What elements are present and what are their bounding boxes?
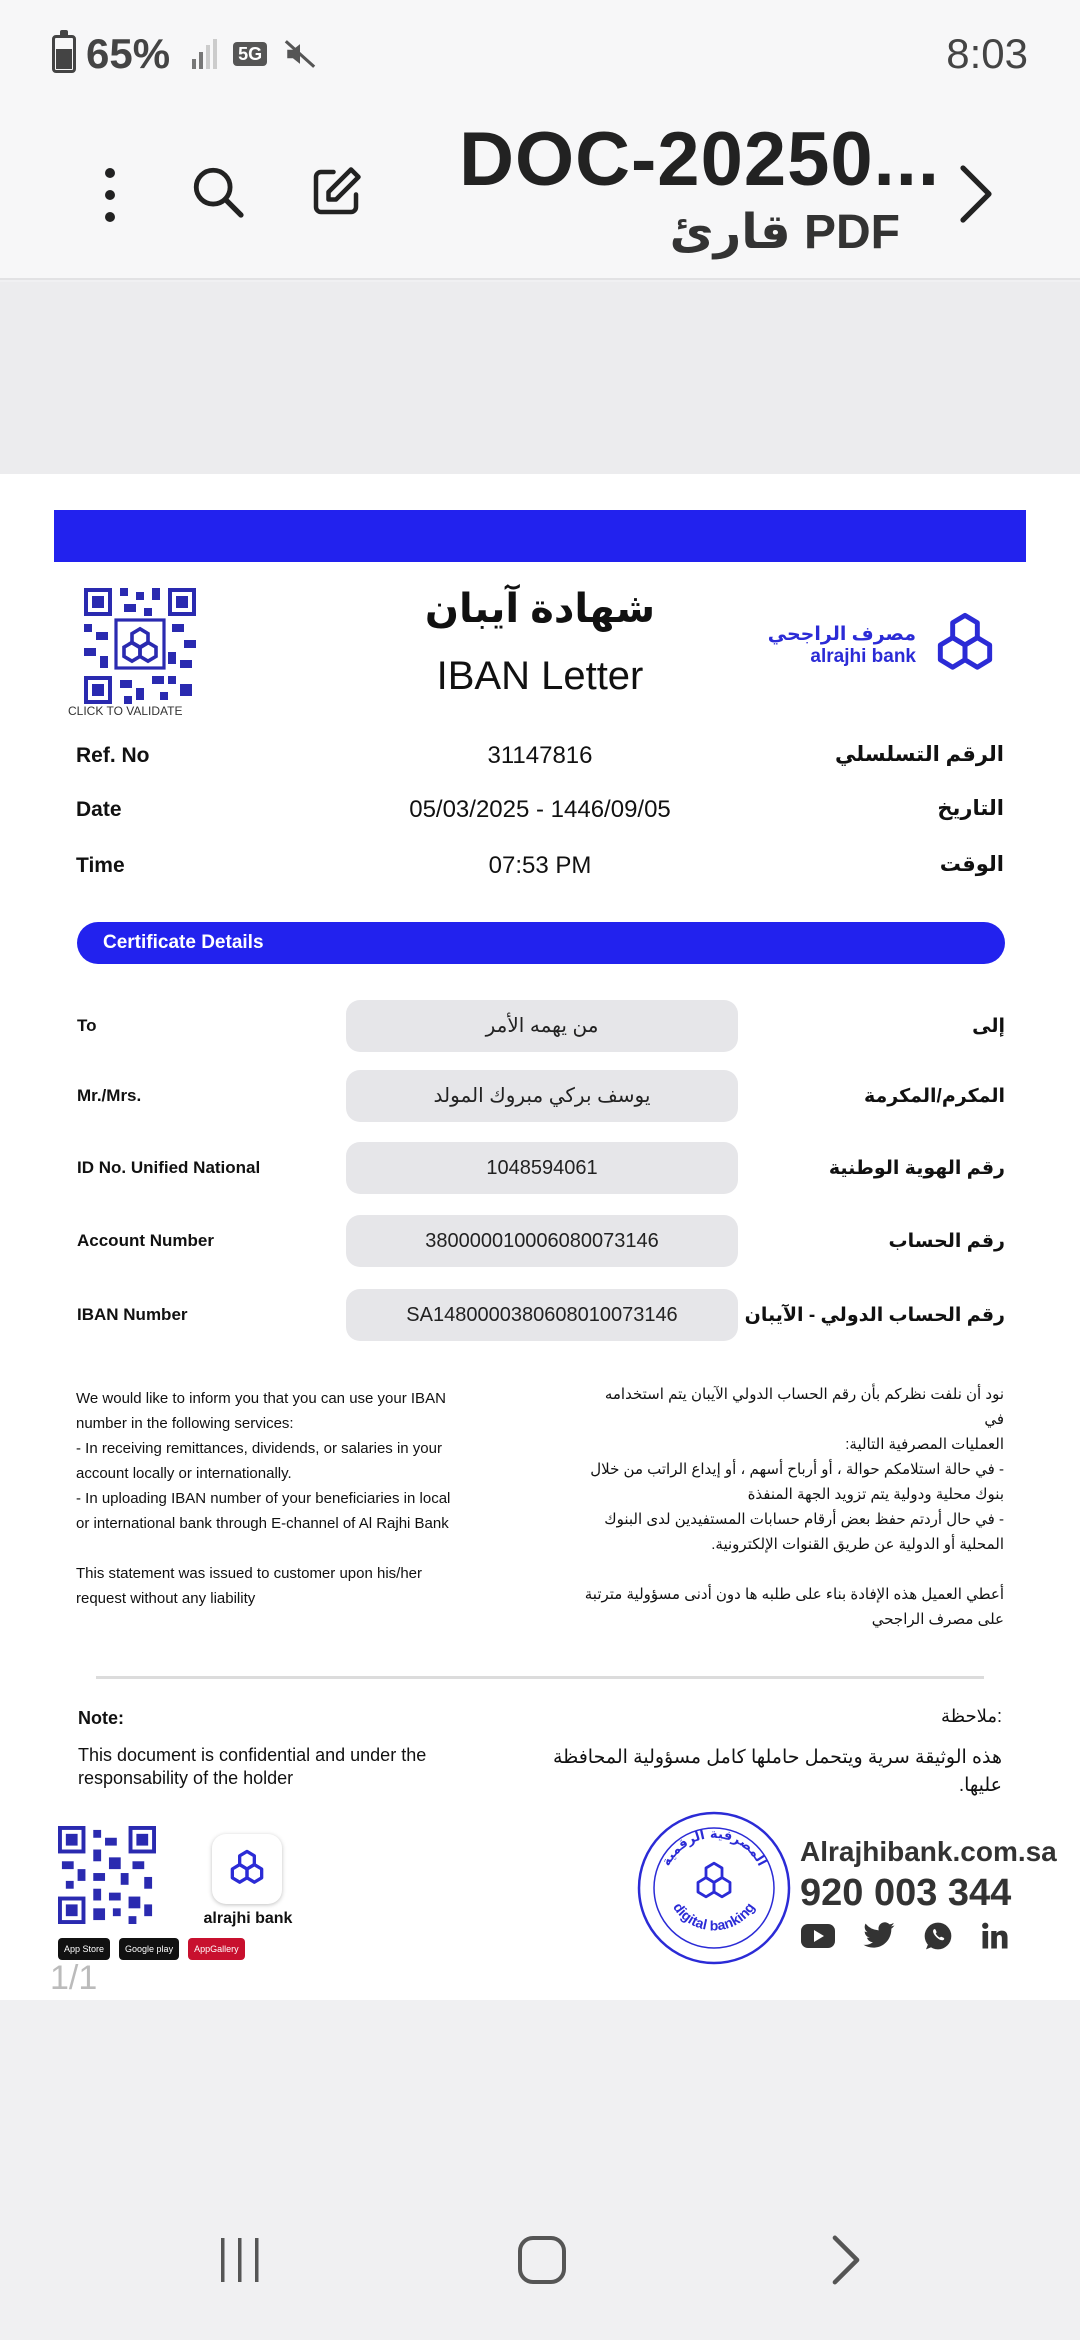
chevron-right-icon (955, 162, 995, 226)
info-line: بنوك محلية ودولية يتم تزويد الجهة المنفذة (747, 1486, 1004, 1503)
seal-text-ar: المصرفية الرقمية (658, 1826, 770, 1869)
network-5g-icon: 5G (233, 42, 267, 66)
field-value: يوسف بركي مبروك المولد (346, 1070, 738, 1122)
field-row-to (77, 1000, 1005, 1052)
battery-percent: 65% (86, 30, 171, 77)
note-text-ar: هذه الوثيقة سرية ويتحمل حاملها كامل مسؤولية المحافظة عليها. (552, 1747, 1002, 1796)
divider (96, 1676, 984, 1679)
info-line: number in the following services: (76, 1415, 294, 1432)
footer-bank-logo (212, 1834, 282, 1904)
linkedin-icon[interactable] (980, 1921, 1010, 1951)
field-label-ar: المكرم/المكرمة (864, 1086, 1005, 1107)
field-row-iban (77, 1289, 1005, 1341)
info-line: request without any liability (76, 1590, 256, 1607)
info-line: account locally or internationally. (76, 1465, 292, 1482)
field-label-en: Account Number (77, 1231, 214, 1250)
app-subtitle: قارئ PDF (669, 206, 900, 259)
social-links (800, 1920, 1010, 1952)
back-button[interactable] (806, 2220, 886, 2300)
info-line: or international bank through E-channel of Al Rajhi Bank (76, 1515, 449, 1532)
twitter-icon[interactable] (862, 1921, 896, 1951)
info-line: العمليات المصرفية التالية: (845, 1436, 1004, 1453)
more-vert-icon (103, 165, 117, 225)
digital-banking-seal (636, 1810, 792, 1966)
field-row-name (77, 1070, 1005, 1122)
qr-caption: CLICK TO VALIDATE (68, 704, 183, 718)
field-row-national-id (77, 1142, 1005, 1194)
edit-button[interactable] (304, 154, 368, 230)
recent-apps-button[interactable] (200, 2220, 280, 2300)
document-title: DOC-20250... (459, 117, 940, 202)
field-label-ar: رقم الحساب (888, 1231, 1005, 1252)
info-line: المحلية أو الدولية عن طريق القنوات الإلكترونية. (711, 1536, 1004, 1553)
alrajhi-logo-icon (225, 1848, 269, 1890)
info-line: We would like to inform you that you can use your IBAN (76, 1390, 446, 1407)
note-label-en: Note: (78, 1708, 124, 1728)
search-button[interactable] (186, 154, 250, 230)
note-text-en: This document is confidential and under the responsability of the holder (78, 1745, 427, 1788)
alrajhi-logo-icon (928, 610, 1002, 680)
meta-label-en: Time (76, 854, 125, 877)
title-english: IBAN Letter (436, 654, 644, 698)
app-bar (0, 110, 1080, 280)
info-line: - في حال أردتم حفظ بعض أرقام حسابات المستفيدين لدى البنوك (604, 1511, 1004, 1528)
more-options-button[interactable] (88, 160, 132, 230)
info-line: على مصرف الراجحي (871, 1611, 1004, 1628)
meta-row-time (76, 848, 1004, 888)
field-row-account-number (77, 1215, 1005, 1267)
app-gallery-badge[interactable]: AppGallery (188, 1938, 245, 1960)
meta-label-ar: التاريخ (937, 797, 1004, 820)
store-badges (58, 1938, 245, 1960)
meta-value: 31147816 (487, 742, 593, 769)
page-indicator: 1/1 (50, 1959, 98, 1997)
footer-qr-code (58, 1826, 156, 1924)
title-arabic: شهادة آيبان (424, 587, 656, 631)
field-label-en: IBAN Number (77, 1305, 188, 1324)
info-line: - في حالة استلامكم حوالة ، أو أرباح أسهم ، أو إيداع الراتب من خلال (590, 1461, 1004, 1478)
whatsapp-icon[interactable] (922, 1920, 954, 1952)
viewer-background (0, 282, 1080, 474)
info-line: - In uploading IBAN number of your beneficiaries in local (76, 1490, 451, 1507)
field-label-ar: رقم الهوية الوطنية (828, 1158, 1005, 1179)
field-label-en: Mr./Mrs. (77, 1086, 142, 1105)
chevron-right-icon (830, 2233, 862, 2287)
meta-row-date (76, 792, 1004, 832)
field-value: من يهمه الأمر (346, 1000, 738, 1052)
field-label-en: ID No. Unified National (77, 1158, 261, 1177)
website-link[interactable]: Alrajhibank.com.sa (800, 1836, 1057, 1867)
field-label-ar: إلى (972, 1016, 1005, 1037)
signal-icon (192, 39, 217, 69)
status-left (52, 30, 317, 78)
seal-text-en: digital banking (670, 1899, 758, 1934)
field-label-en: To (77, 1016, 97, 1035)
info-paragraph-en (76, 1386, 476, 1611)
meta-label-en: Date (76, 798, 122, 821)
youtube-icon[interactable] (800, 1922, 836, 1950)
note-label-ar: ملاحظة: (941, 1706, 1002, 1726)
home-icon (516, 2234, 568, 2286)
app-store-badge[interactable]: App Store (58, 1938, 110, 1960)
section-title: Certificate Details (103, 932, 264, 953)
phone-number[interactable]: 920 003 344 (800, 1872, 1012, 1914)
info-paragraph-ar (584, 1382, 1004, 1632)
field-value: 1048594061 (346, 1142, 738, 1194)
bank-logo-text (768, 623, 916, 668)
info-line: أعطي العميل هذه الإفادة بناء على طلبه ها دون أدنى مسؤولية مترتبة (584, 1586, 1004, 1603)
recent-apps-icon (216, 2234, 264, 2286)
field-value: 380000010006080073146 (346, 1215, 738, 1267)
meta-value: 07:53 PM (488, 852, 592, 879)
bank-name-arabic: مصرف الراجحي (767, 623, 916, 645)
info-line: - In receiving remittances, dividends, or salaries in your (76, 1440, 442, 1457)
field-value: SA1480000380608010073146 (346, 1289, 738, 1341)
certificate-details-header (77, 922, 1005, 964)
field-label-ar: رقم الحساب الدولي - الآيبان (744, 1305, 1005, 1326)
bank-logo (768, 610, 1002, 680)
meta-row-ref (76, 738, 1004, 778)
status-icons (192, 37, 317, 71)
footer-logo-label: alrajhi bank (203, 1910, 293, 1927)
info-line: نود أن نلفت نظركم بأن رقم الحساب الدولي الآيبان يتم استخدامه في (604, 1386, 1004, 1428)
info-line: This statement was issued to customer upon his/her (76, 1565, 422, 1582)
battery-icon (52, 35, 76, 73)
edit-icon (306, 162, 366, 222)
mute-icon (283, 37, 317, 71)
status-bar (0, 0, 1080, 110)
search-icon (189, 163, 247, 221)
forward-button[interactable] (948, 154, 1002, 234)
bank-name-english: alrajhi bank (810, 645, 916, 667)
header-band (54, 510, 1026, 562)
meta-label-ar: الرقم التسلسلي (835, 743, 1004, 766)
pdf-page[interactable] (0, 474, 1080, 2000)
status-time: 8:03 (946, 30, 1028, 77)
system-nav-bar (0, 2180, 1080, 2340)
meta-label-ar: الوقت (939, 853, 1004, 876)
home-button[interactable] (500, 2220, 584, 2300)
meta-value: 05/03/2025 - 1446/09/05 (409, 796, 671, 823)
meta-label-en: Ref. No (76, 744, 150, 767)
google-play-badge[interactable]: Google play (119, 1938, 179, 1960)
